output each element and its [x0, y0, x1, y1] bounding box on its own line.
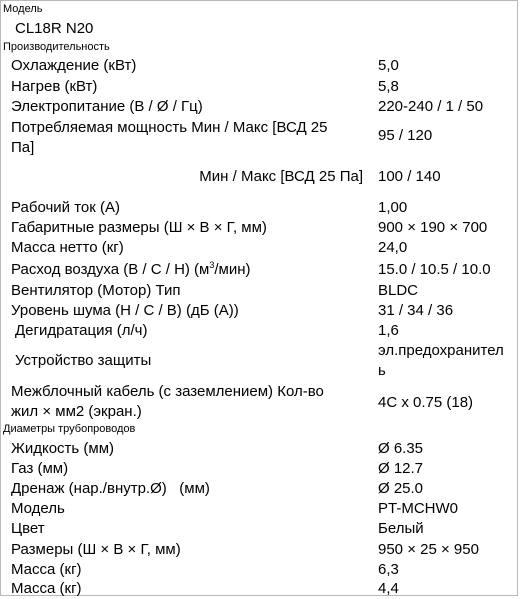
- row-current: [1, 198, 517, 219]
- row-label: [11, 260, 371, 280]
- row-label: Габаритные размеры (Ш × В × Г, мм): [11, 219, 267, 236]
- row-cooling: [1, 56, 517, 77]
- row-panel-dimensions: [1, 540, 517, 561]
- row-value: PT-MCHW0: [378, 500, 458, 517]
- section-pipes: Диаметры трубопроводов: [3, 423, 136, 435]
- row-panel-weight-2: [1, 579, 517, 597]
- row-power-consumption: [1, 118, 517, 160]
- row-value: Ø 6.35: [378, 440, 424, 457]
- row-value: Белый: [378, 520, 424, 537]
- row-panel-weight: [1, 560, 517, 581]
- row-label: Жидкость (мм): [11, 440, 115, 457]
- row-interconnect-cable: [1, 382, 517, 424]
- row-label: Электропитание (В / Ø / Гц): [11, 98, 203, 115]
- row-drain-pipe: [1, 479, 517, 500]
- row-value: 31 / 34 / 36: [378, 302, 454, 319]
- row-panel-color: [1, 519, 517, 540]
- row-value: BLDC: [378, 282, 419, 299]
- row-value: 95 / 120: [378, 127, 433, 144]
- row-value: 220-240 / 1 / 50: [378, 98, 484, 115]
- row-label-line1: Потребляемая мощность Мин / Макс [ВСД 25: [11, 119, 328, 136]
- row-dimensions: [1, 218, 517, 239]
- row-label: Уровень шума (Н / С / В) (дБ (А)): [11, 302, 239, 319]
- row-label: Модель: [11, 500, 65, 517]
- row-label: Цвет: [11, 520, 45, 537]
- row-label: Масса (кг): [11, 561, 82, 578]
- row-value: 5,8: [378, 78, 399, 95]
- row-net-weight: [1, 238, 517, 259]
- row-value: 4С x 0.75 (18): [378, 394, 474, 411]
- model-name: CL18R N20: [15, 20, 94, 37]
- row-value-line1: эл.предохранител: [378, 342, 504, 359]
- row-label-line2: Па]: [11, 139, 35, 156]
- row-power-consumption-2: [1, 167, 517, 188]
- row-label-text-end: /мин): [214, 261, 251, 278]
- row-protection: [1, 341, 517, 381]
- row-label-line2: жил × мм2 (экран.): [11, 403, 142, 420]
- row-label: Нагрев (кВт): [11, 78, 98, 95]
- row-value: 24,0: [378, 239, 408, 256]
- row-value: 1,00: [378, 199, 408, 216]
- row-label: Устройство защиты: [15, 352, 152, 369]
- section-model: Модель: [3, 3, 43, 15]
- row-liquid-pipe: [1, 439, 517, 460]
- row-value-line2: ь: [378, 362, 386, 379]
- row-value: Ø 25.0: [378, 480, 424, 497]
- row-value: 950 × 25 × 950: [378, 541, 479, 558]
- row-label-line1: Межблочный кабель (с заземлением) Кол-во: [11, 383, 324, 400]
- row-label: Размеры (Ш × В × Г, мм): [11, 541, 181, 558]
- row-label: Дренаж (нар./внутр.Ø) (мм): [11, 480, 210, 497]
- row-airflow: [1, 260, 517, 282]
- row-label: Масса нетто (кг): [11, 239, 124, 256]
- row-label: Рабочий ток (А): [11, 199, 120, 216]
- section-performance: Производительность: [3, 41, 110, 53]
- row-fan-type: [1, 281, 517, 302]
- row-dehumidification: [1, 321, 517, 342]
- row-label: Охлаждение (кВт): [11, 57, 137, 74]
- row-gas-pipe: [1, 459, 517, 480]
- row-value: Ø 12.7: [378, 460, 424, 477]
- row-label: Дегидратация (л/ч): [15, 322, 148, 339]
- row-label: Вентилятор (Мотор) Тип: [11, 282, 181, 299]
- row-heating: [1, 77, 517, 98]
- row-noise: [1, 301, 517, 322]
- row-value: 900 × 190 × 700: [378, 219, 488, 236]
- row-label: Мин / Макс [ВСД 25 Па]: [199, 168, 363, 185]
- row-label-sup: 3: [209, 260, 215, 270]
- row-value: 4,4: [378, 580, 399, 597]
- row-value: 100 / 140: [378, 168, 441, 185]
- row-label-text: Расход воздуха (В / С / Н) (м: [11, 261, 210, 278]
- row-label: Газ (мм): [11, 460, 69, 477]
- row-power-supply: [1, 97, 517, 118]
- row-value: 15.0 / 10.5 / 10.0: [378, 261, 491, 278]
- row-label: Масса (кг): [11, 580, 82, 597]
- row-value: 5,0: [378, 57, 399, 74]
- row-value: 1,6: [378, 322, 399, 339]
- row-panel-model: [1, 499, 517, 520]
- row-value: 6,3: [378, 561, 399, 578]
